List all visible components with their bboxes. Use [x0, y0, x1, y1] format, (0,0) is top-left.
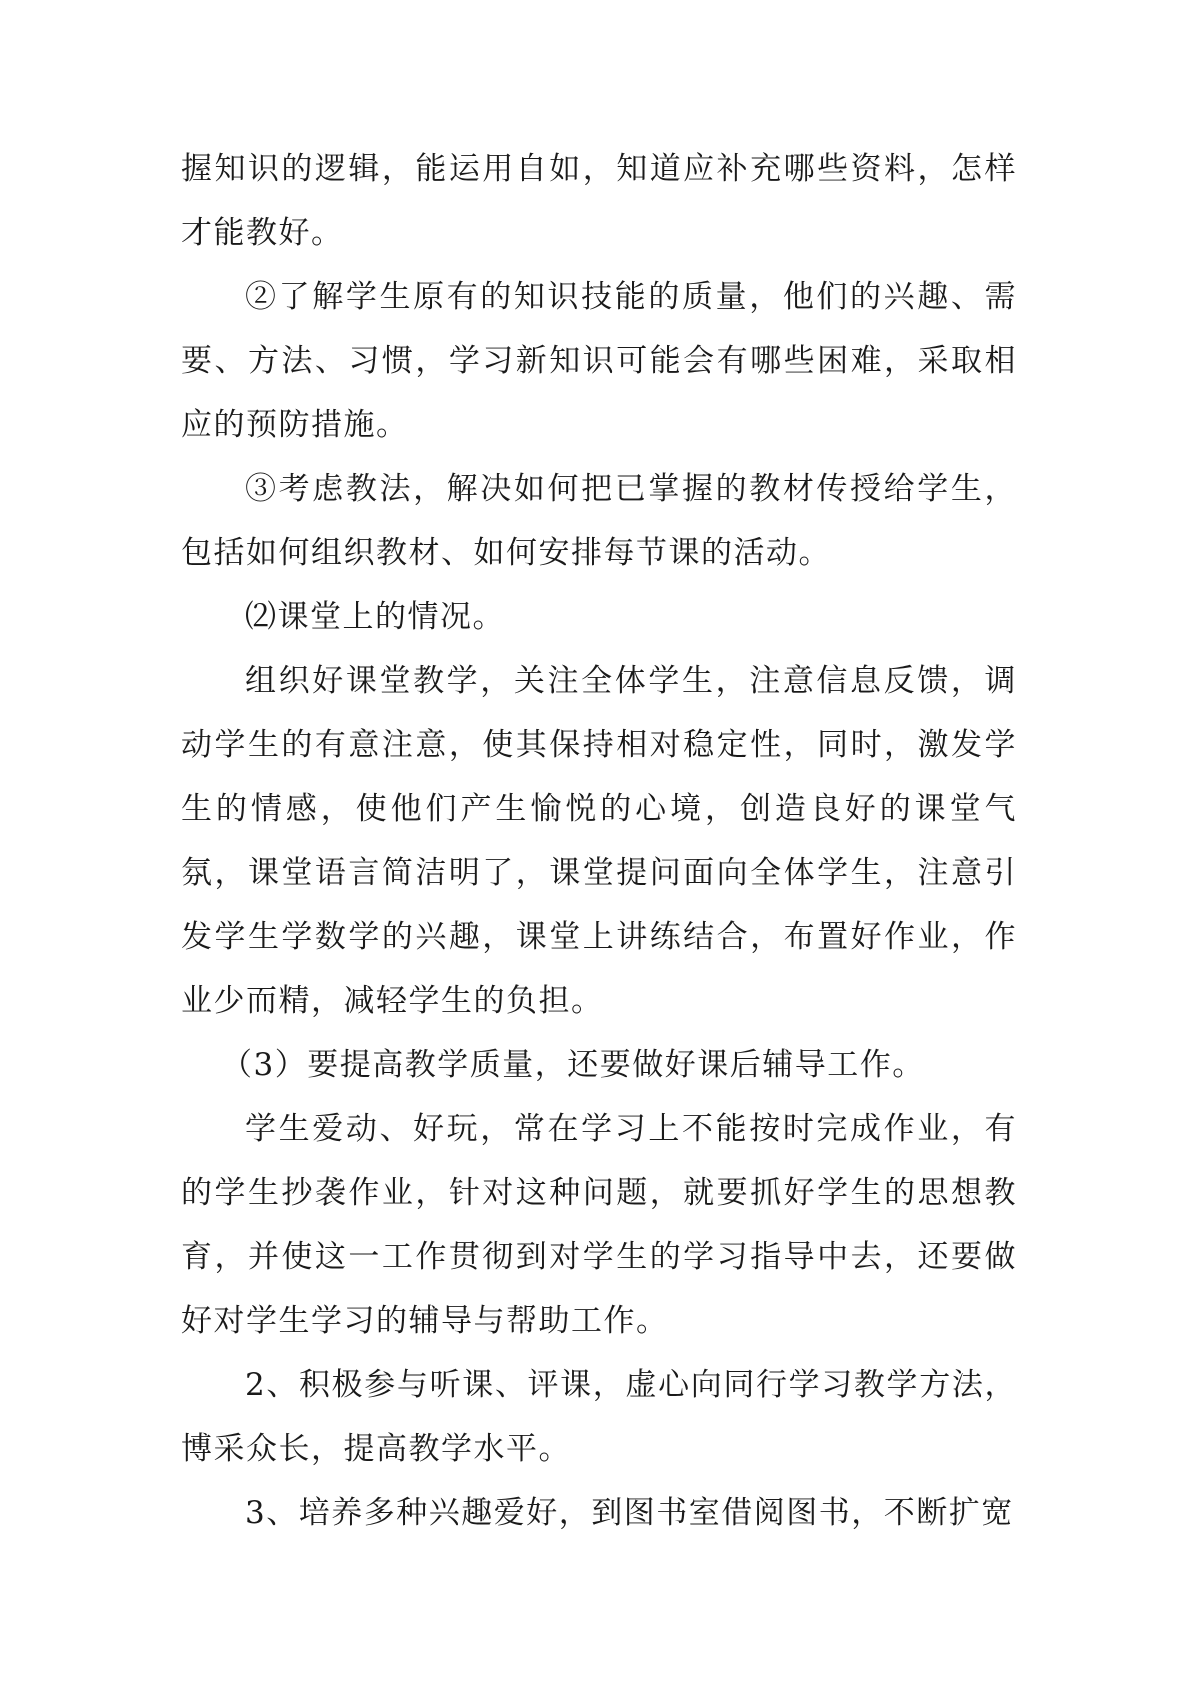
paragraph-interests: 3、培养多种兴趣爱好，到图书室借阅图书，不断扩宽 — [245, 1495, 1014, 1531]
paragraph-after-class-tutoring: 学生爱动、好玩，常在学习上不能按时完成作业，有的学生抄袭作业，针对这种问题，就要抓好学生的思想教育，并使这一工作贯彻到对学生的学习指导中去，还要做好对学生学习的辅导与帮助工作。 — [181, 1111, 1017, 1339]
paragraph-teaching-methods: ③考虑教法，解决如何把已掌握的教材传授给学生，包括如何组织教材、如何安排每节课的活动。 — [181, 471, 1017, 571]
paragraph-lesson-observation: 2、积极参与听课、评课，虚心向同行学习教学方法，博采众长，提高教学水平。 — [181, 1367, 1017, 1467]
paragraph-continuation: 握知识的逻辑，能运用自如，知道应补充哪些资料，怎样才能教好。 — [181, 151, 1017, 251]
paragraph-classroom-organization: 组织好课堂教学，关注全体学生，注意信息反馈，调动学生的有意注意，使其保持相对稳定性，同时，激发学生的情感，使他们产生愉悦的心境，创造良好的课堂气氛，课堂语言简洁明了，课堂提问面向全体学生，注意引发学生学数学的兴趣，课堂上讲练结合，布置好作业，作业少而精，减轻学生的负担。 — [181, 663, 1017, 1019]
paragraph-after-class-heading: （3）要提高教学质量，还要做好课后辅导工作。 — [221, 1047, 925, 1083]
paragraph-classroom-heading: ⑵课堂上的情况。 — [245, 599, 505, 635]
document-body — [181, 137, 1017, 1545]
paragraph-understand-students: ②了解学生原有的知识技能的质量，他们的兴趣、需要、方法、习惯，学习新知识可能会有哪些困难，采取相应的预防措施。 — [181, 279, 1017, 443]
